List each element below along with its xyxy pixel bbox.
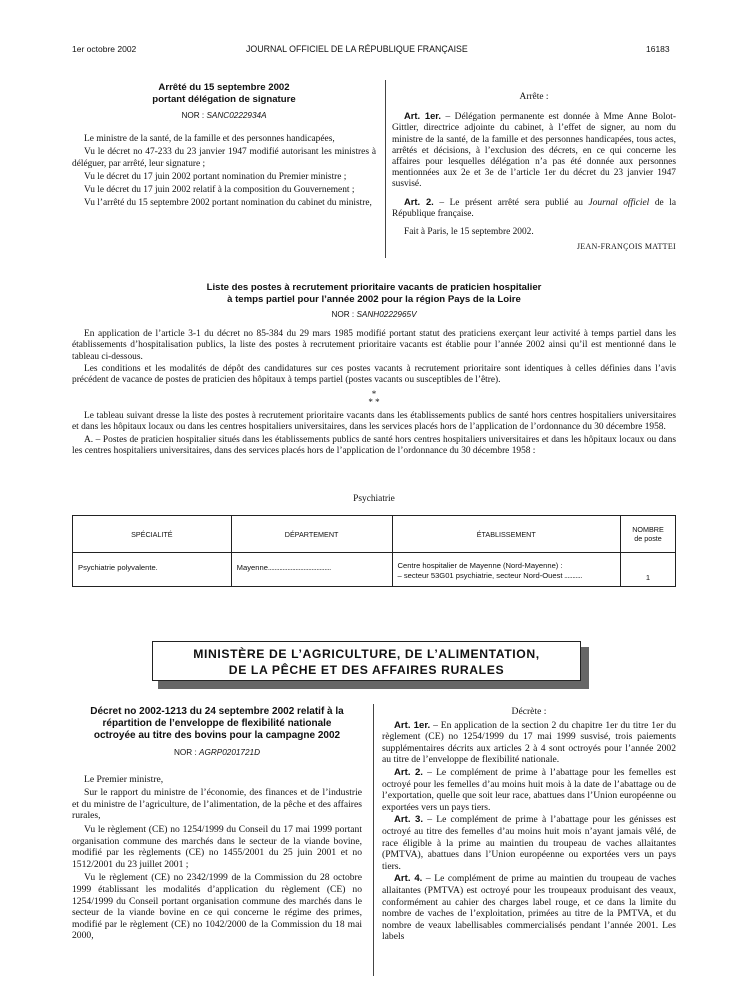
decret-para: Vu le règlement (CE) no 1254/1999 du Conseil du 17 mai 1999 portant organisation commune des marchés dans le secteur de la viande bovine, modifié par les règlements (CE) no 1455/2001 du 25 juin 2001 et no 1512/2001 du 23 juillet 2001 ; — [72, 823, 362, 870]
separator-stars: * * * — [368, 389, 380, 408]
cell-nombre: 1 — [621, 553, 676, 587]
arrete-arrete-label: Arrête : — [519, 92, 549, 102]
arrete-para: Vu le décret du 17 juin 2002 relatif à la composition du Gouvernement ; — [84, 185, 355, 196]
arrete-para: Vu l’arrêté du 15 septembre 2002 portant nomination du cabinet du ministre, — [84, 198, 372, 209]
table-header-row — [73, 516, 676, 553]
arrete-right-column — [392, 92, 676, 252]
decret-para: Sur le rapport du ministre de l’économie, des finances et de l’industrie et du ministre de l’agriculture, de l’alimentation, de la pêche et des affaires rurales, — [72, 787, 362, 822]
arrete-signature: JEAN-FRANÇOIS MATTEI — [576, 242, 676, 252]
arrete-nor: NOR : SANC0222934A — [181, 111, 267, 120]
decret-article-2: Art. 2. – Le complément de prime à l’abattage pour les femelles est octroyé pour les femelles d’au moins huit mois à la date de l’abattage ou de l’exportation, quelle que soit leur race, abattues dans l’Union européenne ou exportées vers un pays tiers. — [382, 766, 676, 813]
liste-nor: NOR : SANH0222965V — [331, 310, 417, 319]
column-divider — [373, 704, 374, 976]
table-caption: Psychiatrie — [353, 494, 395, 504]
decret-article-4: Art. 4. – Le complément de prime au maintien du troupeau de vaches allaitantes (PMTVA) est octroyé pour les troupeaux produisant des veaux, conformément au cahier des charges label rouge, et ce dans la limite du nombre de vaches de l’exploitation, primées au titre de la PMTVA, et du nombre de veaux labellisables commercialisés pendant l’année 2001. Les labels — [382, 873, 676, 943]
liste-section — [72, 282, 676, 457]
header-page-number: 16183 — [646, 44, 670, 54]
decret-nor: NOR : AGRP0201721D — [173, 748, 261, 757]
decret-article-1: Art. 1er. – En application de la section 2 du chapitre 1er du titre 1er du règlement (CE) no 1254/1999 du 17 mai 1999 susvisé, trois paiements supplémentaires décrits aux articles 2 à 4 sont octroyés pour l’année 2002 au titre de l’enveloppe de flexibilité nationale. — [382, 719, 676, 766]
decret-article-3: Art. 3. – Le complément de prime à l’abattage pour les génisses est octroyé au titre des femelles d’au moins huit mois n’ayant jamais vêlé, de race éligible à la prime au maintien du troupeau de vaches allaitantes (PMTVA), abattues dans l’Union européenne ou exportées vers un pays tiers. — [382, 814, 676, 872]
arrete-article-2: Art. 2. – Le présent arrêté sera publié au Journal officiel de la République française. — [392, 195, 676, 219]
arrete-done-at: Fait à Paris, le 15 septembre 2002. — [404, 227, 534, 238]
ministry-banner: MINISTÈRE DE L’AGRICULTURE, DE L’ALIMENTATION, DE LA PÊCHE ET DES AFFAIRES RURALES — [152, 641, 581, 681]
decret-right-column — [382, 706, 676, 943]
cell-departement: Mayenne....................................... — [231, 553, 392, 587]
header-nombre: NOMBRE de poste — [621, 516, 676, 553]
arrete-para: Vu le décret no 47-233 du 23 janvier 1947 modifié autorisant les ministres à déléguer, par arrêté, leur signature ; — [72, 147, 376, 169]
decret-decrete-label: Décrète : — [511, 706, 547, 717]
table-row — [73, 553, 676, 587]
header-journal: JOURNAL OFFICIEL DE LA RÉPUBLIQUE FRANÇAISE — [246, 44, 468, 54]
cell-specialite: Psychiatrie polyvalente. — [73, 553, 232, 587]
decret-para: Vu le règlement (CE) no 2342/1999 de la Commission du 28 octobre 1999 établissant les modalités d’application du règlement (CE) no 1254/1999 du Conseil portant organisation commune des marchés dans le secteur de la viande bovine en ce qui concerne le régime des primes, modifié par le règlement (CE) no 1042/2000 de la Commission du 18 mai 2000, — [72, 872, 362, 942]
liste-title: Liste des postes à recrutement prioritaire vacants de praticien hospitalier à temps partiel pour l’année 2002 pour la région Pays de la Loire — [206, 282, 542, 305]
header-specialite: SPÉCIALITÉ — [73, 516, 232, 553]
cell-etablissement: Centre hospitalier de Mayenne (Nord-Mayenne) : – secteur 53G01 psychiatrie, secteur Nord-Ouest ........... — [392, 553, 621, 587]
decret-title: Décret no 2002-1213 du 24 septembre 2002 relatif à la répartition de l’enveloppe de flexibilité nationale octroyée au titre des bovins pour la campagne 2002 — [90, 706, 344, 741]
header-etablissement: ÉTABLISSEMENT — [392, 516, 621, 553]
arrete-para: Le ministre de la santé, de la famille et des personnes handicapées, — [84, 134, 335, 145]
decret-left-column — [72, 706, 362, 942]
arrete-para: Vu le décret du 17 juin 2002 portant nomination du Premier ministre ; — [84, 171, 347, 182]
arrete-title: Arrêté du 15 septembre 2002 portant délégation de signature — [152, 82, 296, 105]
header-date: 1er octobre 2002 — [72, 44, 137, 54]
liste-para-2: Les conditions et les modalités de dépôt des candidatures sur ces postes vacants à recrutement prioritaire sont identiques à celles définies dans l’avis précédent de vacance de postes de praticien des hôpitaux à temps partiel (postes vacants ou susceptibles de l’être). — [72, 363, 676, 386]
arrete-left-column — [72, 82, 376, 209]
liste-para-1: En application de l’article 3-1 du décret no 85-384 du 29 mars 1985 modifié portant statut des praticiens exerçant leur activité à temps partiel dans les établissements d’hospitalisation publics, la liste des postes à recrutement prioritaire vacants est établie pour l’année 2002 ainsi qu’il est mentionné dans le tableau ci-dessous. — [72, 329, 676, 362]
decret-para: Le Premier ministre, — [84, 773, 164, 785]
arrete-article-1: Art. 1er. – Délégation permanente est donnée à Mme Anne Bolot-Gittler, directrice adjointe du cabinet, à l’effet de signer, au nom du ministre de la santé, de la famille et des personnes handicapées, tous actes, arrêtés et décisions, à l’exclusion des décrets, en ce qui concerne les affaires pour lesquelles délégation n’a pas été donnée aux personnes mentionnées aux 2e et 3e de l’article 1er du décret du 23 janvier 1947 susvisé. — [392, 110, 676, 190]
posts-table — [72, 515, 676, 587]
liste-para-4: A. – Postes de praticien hospitalier situés dans les établissements publics de santé hors centres hospitaliers universitaires et dans les hôpitaux locaux ou dans les centres hospitaliers universitaires, dans des services placés hors de l’application de l’ordonnance du 30 décembre 1958 : — [72, 434, 676, 456]
column-divider — [385, 80, 386, 258]
header-departement: DÉPARTEMENT — [231, 516, 392, 553]
liste-para-3: Le tableau suivant dresse la liste des postes à recrutement prioritaire vacants dans les établissements publics de santé hors centres hospitaliers universitaires et dans les hôpitaux locaux ou dans les centres hospitaliers universitaires, dans les services placés hors de l’application de l’ordonnance du 30 décembre 1958. — [72, 411, 676, 433]
